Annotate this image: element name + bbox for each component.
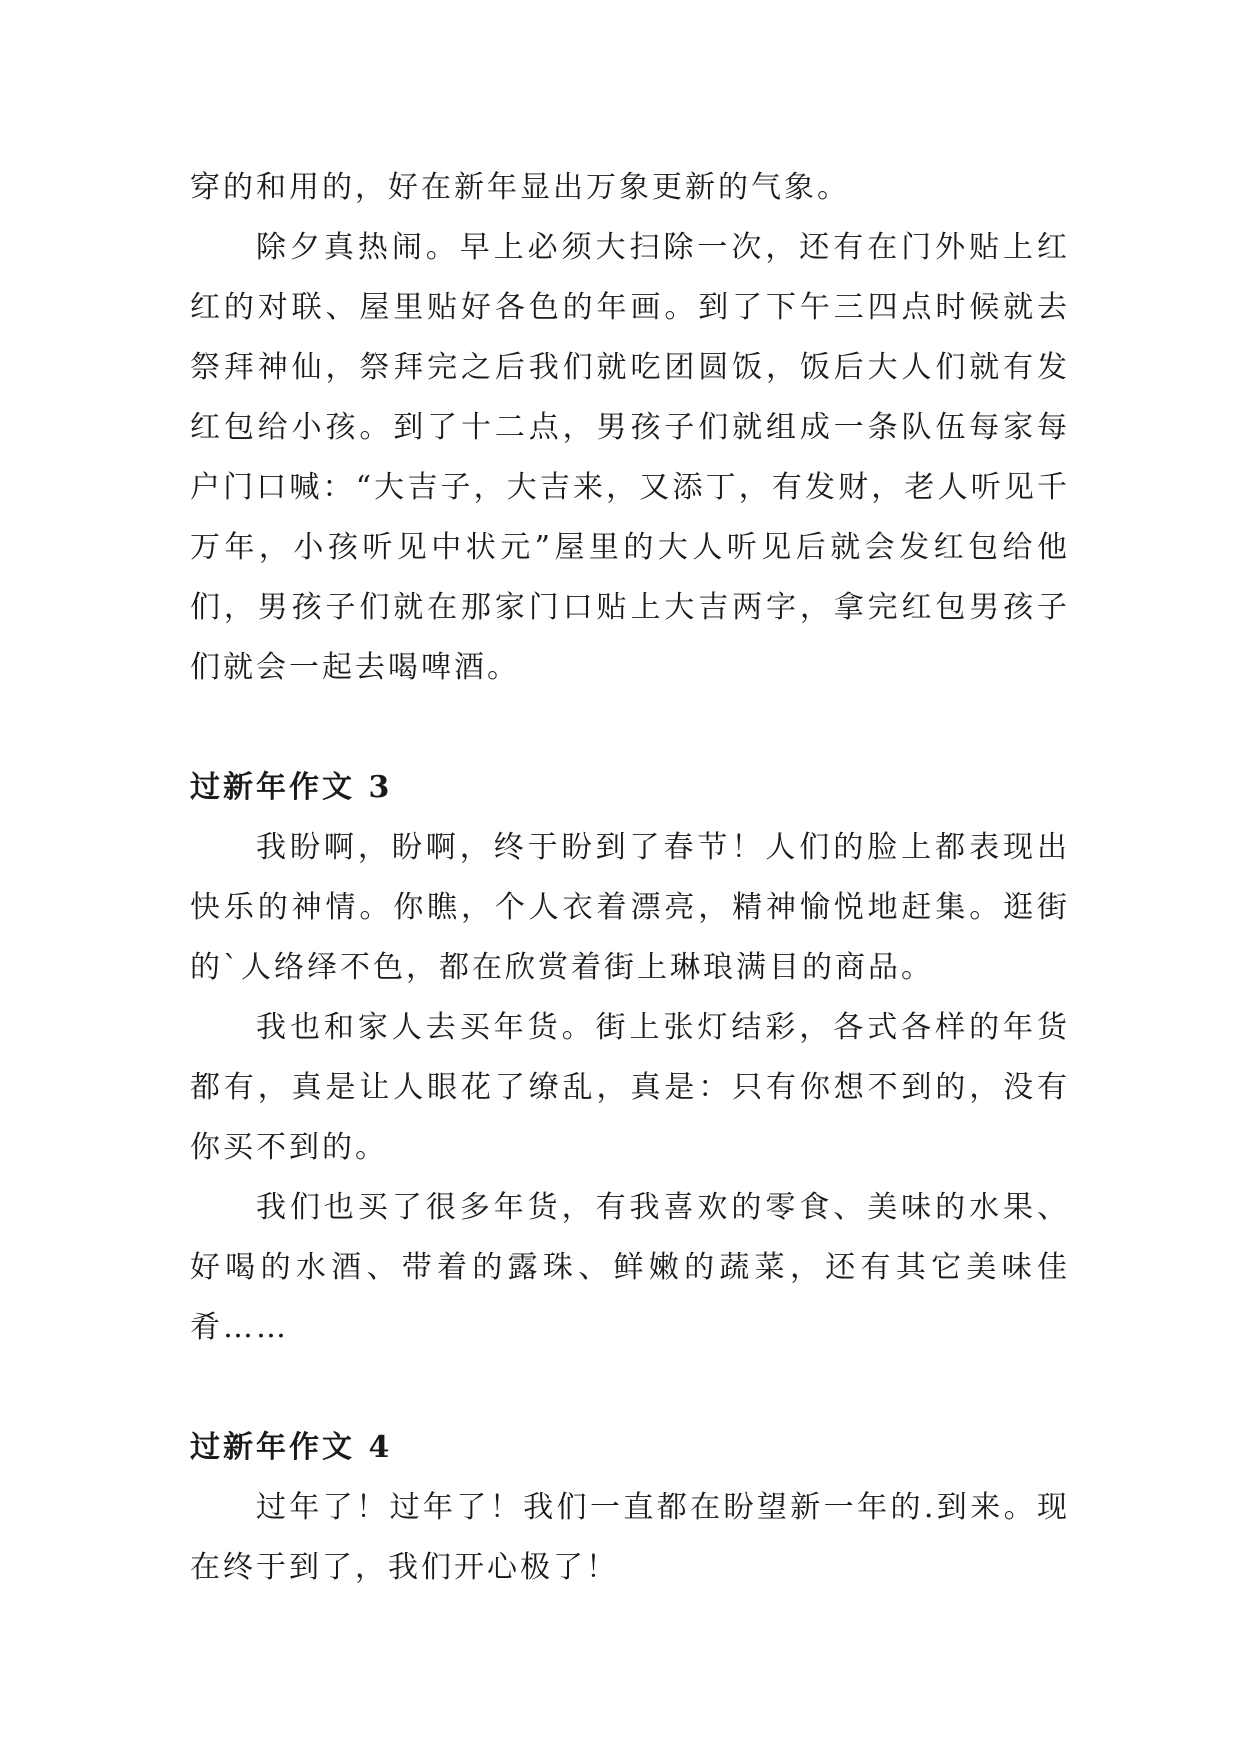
paragraph-continuation: 穿的和用的，好在新年显出万象更新的气象。 <box>190 170 850 205</box>
document-page <box>190 158 1070 1598</box>
essay-4-heading: 过新年作文 4 <box>190 1430 393 1465</box>
essay-4-paragraph-1: 过年了！过年了！我们一直都在盼望新一年的.到来。现在终于到了，我们开心极了！ <box>190 1490 1070 1585</box>
essay-3-paragraph-3: 我们也买了很多年货，有我喜欢的零食、美味的水果、好喝的水酒、带着的露珠、鲜嫩的蔬菜，还有其它美味佳肴…… <box>190 1190 1070 1345</box>
essay-3-paragraph-2: 我也和家人去买年货。街上张灯结彩，各式各样的年货都有，真是让人眼花了缭乱，真是：只有你想不到的，没有你买不到的。 <box>190 1010 1070 1165</box>
essay-3-paragraph-1: 我盼啊，盼啊，终于盼到了春节！人们的脸上都表现出快乐的神情。你瞧，个人衣着漂亮，精神愉悦地赶集。逛街的`人络绎不色，都在欣赏着街上琳琅满目的商品。 <box>190 830 1070 985</box>
essay-3-heading: 过新年作文 3 <box>190 770 393 805</box>
paragraph-new-year-eve: 除夕真热闹。早上必须大扫除一次，还有在门外贴上红红的对联、屋里贴好各色的年画。到了下午三四点时候就去祭拜神仙，祭拜完之后我们就吃团圆饭，饭后大人们就有发红包给小孩。到了十二点，男孩子们就组成一条队伍每家每户门口喊：“大吉子，大吉来，又添丁，有发财，老人听见千万年，小孩听见中状元”屋里的大人听见后就会发红包给他们，男孩子们就在那家门口贴上大吉两字，拿完红包男孩子们就会一起去喝啤酒。 <box>190 230 1070 685</box>
section-spacer <box>190 698 1070 758</box>
section-spacer <box>190 1358 1070 1418</box>
